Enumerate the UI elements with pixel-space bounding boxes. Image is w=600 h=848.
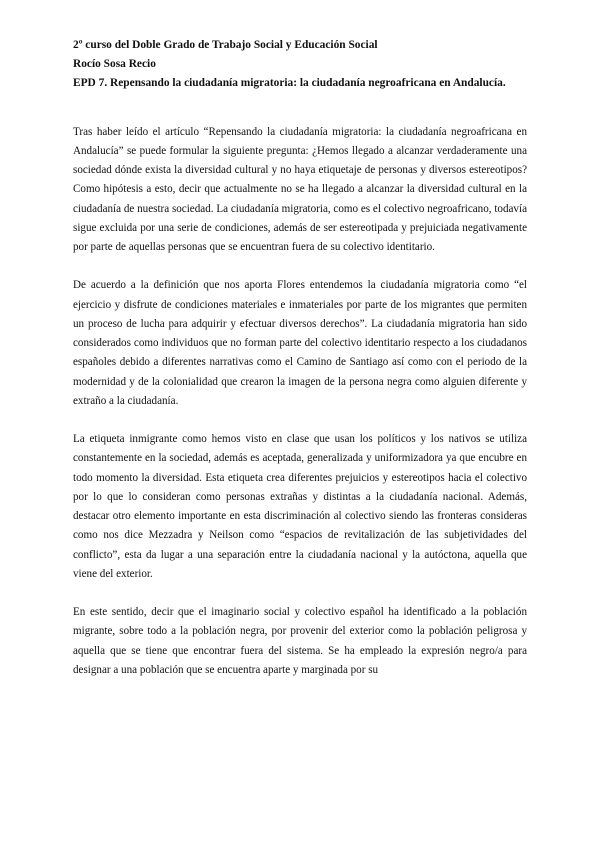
document-title: EPD 7. Repensando la ciudadanía migratoria: la ciudadanía negroafricana en Andalucía. xyxy=(73,77,506,89)
paragraph-3: La etiqueta inmigrante como hemos visto en clase que usan los políticos y los nativos se utiliza constantemente en la sociedad, además es aceptada, generalizada y uniformizadora ya que encubre en todo momento la diversidad. Esta etiqueta crea diferentes prejuicios y estereotipos hacia el colectivo por lo que lo consideran como personas extrañas y distintas a la ciudadanía nacional. Además, destacar otro elemento importante en esta discriminación al colectivo siendo las fronteras consideras como nos dice Mezzadra y Neilson como “espacios de revitalización de las subjetividades del conflicto”, esta da lugar a una separación entre la ciudadanía nacional y la autóctona, aquella que viene del exterior. xyxy=(73,433,527,580)
paragraph-4: En este sentido, decir que el imaginario social y colectivo español ha identificado a la población migrante, sobre todo a la población negra, por provenir del exterior como la población peligrosa y aquella que se tiene que encontrar fuera del sistema. Se ha empleado la expresión negro/a para designar a una población que se encuentra aparte y marginada por su xyxy=(73,606,527,676)
spacer xyxy=(73,584,527,603)
author-name: Rocío Sosa Recio xyxy=(73,58,156,70)
course-line: 2º curso del Doble Grado de Trabajo Social y Educación Social xyxy=(73,39,378,51)
document-page xyxy=(73,36,527,680)
spacer xyxy=(73,411,527,430)
paragraph-1: Tras haber leído el artículo “Repensando la ciudadanía migratoria: la ciudadanía negroafricana en Andalucía” se puede formular la siguiente pregunta: ¿Hemos llegado a alcanzar verdaderamente una sociedad dónde exista la diversidad cultural y no haya etiquetaje de personas y diversos estereotipos? Como hipótesis a esto, decir que actualmente no se ha llegado a alcanzar la diversidad cultural en la ciudadanía de nuestra sociedad. La ciudadanía migratoria, como es el colectivo negroafricano, todavía sigue excluida por una serie de condiciones, además de ser estereotipada y prejuiciada negativamente por parte de aquellas personas que se encuentran fuera de su colectivo identitario. xyxy=(73,125,527,253)
spacer xyxy=(73,94,527,123)
spacer xyxy=(73,257,527,276)
paragraph-2: De acuerdo a la definición que nos aporta Flores entendemos la ciudadanía migratoria como “el ejercicio y disfrute de condiciones materiales e inmateriales por parte de los migrantes que permiten un proceso de lucha para adquirir y efectuar diversos derechos”. La ciudadanía migratoria han sido considerados como individuos que no forman parte del colectivo identitario respecto a los ciudadanos españoles debido a diferentes narrativas como el Camino de Santiago así como con el periodo de la modernidad y de la colonialidad que crearon la imagen de la persona negra como alguien diferente y extraño a la ciudadanía. xyxy=(73,279,527,407)
